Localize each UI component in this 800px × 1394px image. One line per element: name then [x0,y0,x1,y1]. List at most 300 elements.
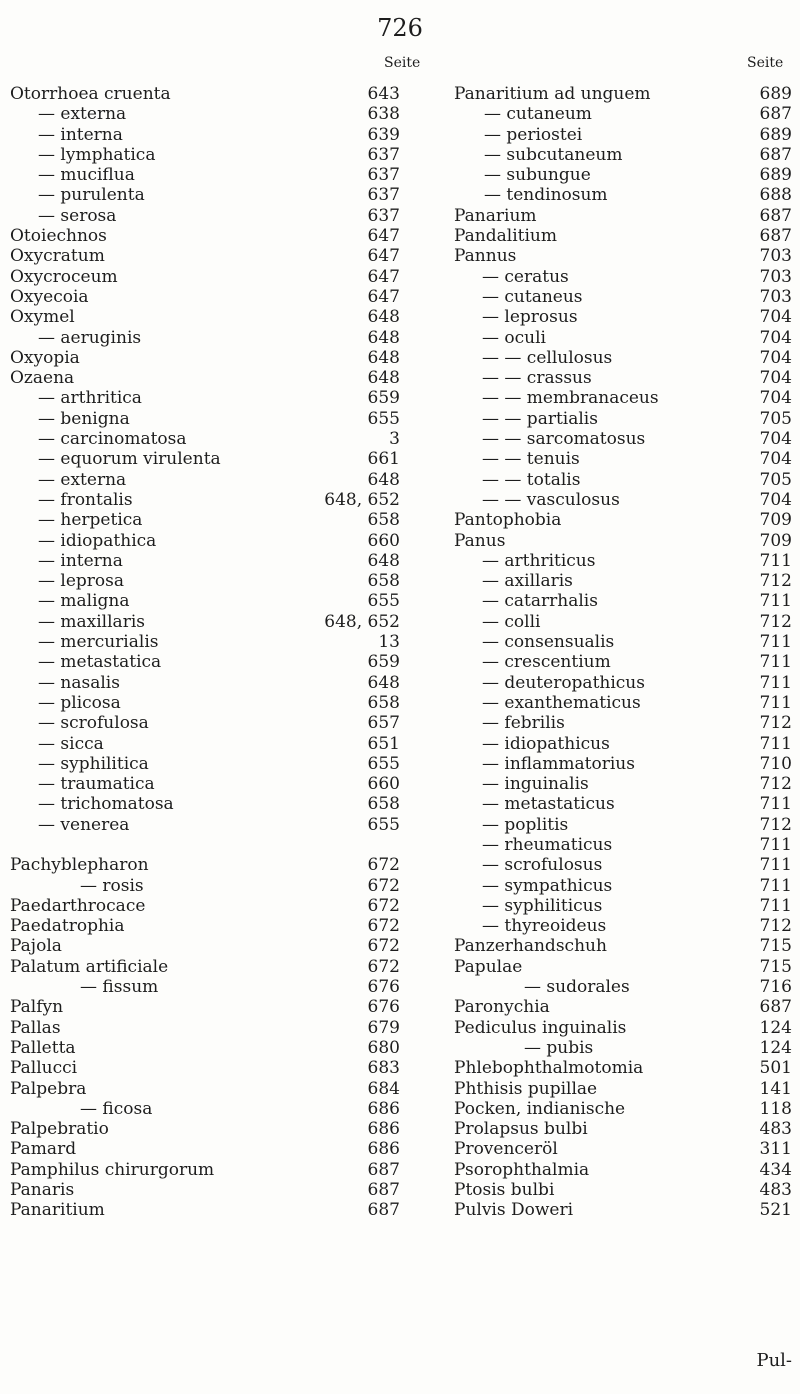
index-page-ref: 715 [759,936,792,957]
index-entry [10,246,400,266]
index-page-ref: 711 [759,692,792,713]
index-entry [10,368,400,388]
index-entry [454,591,792,611]
index-term: — trichomatosa [38,794,174,815]
index-entry [10,165,400,185]
index-term: — subungue [484,165,591,186]
index-entry [10,876,400,896]
index-page-ref: 434 [759,1159,792,1180]
index-entry [454,734,792,754]
index-page-ref: 680 [367,1037,400,1058]
index-entry [454,876,792,896]
index-term: Pamphilus chirurgorum [10,1159,215,1180]
index-entry [454,815,792,835]
index-term: — frontalis [38,489,133,510]
index-term: — catarrhalis [482,591,598,612]
index-term: — syphiliticus [482,895,603,916]
index-entry [10,388,400,408]
index-term: — oculi [482,327,546,348]
index-page-ref: 683 [367,1058,400,1079]
index-term: — syphilitica [38,753,149,774]
index-term: Papulae [454,956,523,977]
index-page-ref: 648 [367,469,400,490]
index-term: Panaris [10,1180,75,1201]
index-entry [10,612,400,632]
index-page-ref: 141 [759,1078,792,1099]
index-page-ref: 648, 652 [324,611,400,632]
index-term: — tendinosum [484,185,608,206]
index-page-ref: 711 [759,652,792,673]
index-page-ref: 687 [367,1159,400,1180]
index-page-ref: 658 [367,794,400,815]
index-entry [454,916,792,936]
index-term: Pandalitium [454,226,557,247]
index-term: — thyreoideus [482,916,607,937]
index-term: Paronychia [454,997,550,1018]
index-entry [10,328,400,348]
index-term: Pantophobia [454,510,562,531]
index-term: Ptosis bulbi [454,1180,555,1201]
index-page-ref: 679 [367,1017,400,1038]
index-entry [454,693,792,713]
index-term: — equorum virulenta [38,449,221,470]
index-term: Pallas [10,1017,61,1038]
index-page-ref: 686 [367,1098,400,1119]
index-term: — serosa [38,205,117,226]
index-page-ref: 712 [759,916,792,937]
index-term: Otorrhoea cruenta [10,84,171,104]
index-entry [454,713,792,733]
index-entry [454,531,792,551]
index-term: Pallucci [10,1058,78,1079]
index-entry [10,490,400,510]
index-page-ref: 639 [367,124,400,145]
index-entry [10,470,400,490]
index-page-ref: 638 [367,104,400,125]
index-entry [10,206,400,226]
left-index-column [10,55,421,1221]
index-entry [454,1079,792,1099]
index-page-ref: 648 [367,307,400,328]
index-term: — exanthematicus [482,692,641,713]
index-page-ref: 676 [367,997,400,1018]
index-entry [454,1038,792,1058]
index-entry [454,997,792,1017]
index-entry [10,571,400,591]
index-term: — scrofulosus [482,855,603,876]
index-term: Palatum artificiale [10,956,169,977]
index-entry [10,957,400,977]
index-entry [454,348,792,368]
index-entry [454,267,792,287]
index-entry [10,713,400,733]
index-term: — herpetica [38,510,143,531]
index-term: Panarium [454,205,537,226]
index-entry [454,673,792,693]
index-page-ref: 712 [759,774,792,795]
index-page-ref: 716 [759,977,792,998]
index-page-ref: 703 [759,266,792,287]
index-entry [10,936,400,956]
index-entry [454,185,792,205]
index-term: — metastaticus [482,794,615,815]
index-entry [454,1180,792,1200]
index-entry [454,84,792,104]
index-term: — — cellulosus [482,347,613,368]
index-term: — scrofulosa [38,713,149,734]
index-entry [454,429,792,449]
index-page-ref: 703 [759,246,792,267]
index-page-ref: 711 [759,895,792,916]
left-index-rows [10,84,400,1221]
index-term: Phthisis pupillae [454,1078,598,1099]
index-page-ref: 709 [759,530,792,551]
index-page-ref: 311 [759,1139,792,1160]
index-term: Pamard [10,1139,77,1160]
index-page-ref: 711 [759,794,792,815]
index-entry [454,1058,792,1078]
index-entry [454,632,792,652]
index-page-ref: 655 [367,753,400,774]
index-term: — crescentium [482,652,611,673]
index-term: — cutaneum [484,104,592,125]
index-term: Paedatrophia [10,916,125,937]
index-entry [454,125,792,145]
index-term: — inguinalis [482,774,589,795]
catchword: Pul- [756,1350,792,1371]
index-page-ref: 712 [759,814,792,835]
index-term: — consensualis [482,632,615,653]
index-term: — maxillaris [38,611,145,632]
index-term: — fissum [80,977,159,998]
index-page-ref: 689 [759,165,792,186]
index-term: — aeruginis [38,327,142,348]
index-term: — colli [482,611,541,632]
index-entry [454,612,792,632]
index-term: — leprosa [38,571,125,592]
index-page-ref: 660 [367,530,400,551]
index-page-ref: 687 [759,205,792,226]
index-page-ref: 710 [759,753,792,774]
index-term: — interna [38,550,123,571]
index-page-ref: 687 [367,1180,400,1201]
index-term: Oxyecoia [10,286,89,307]
index-page-ref: 648 [367,672,400,693]
index-page-ref: 483 [759,1180,792,1201]
index-term: — axillaris [482,571,573,592]
index-term: — externa [38,104,127,125]
index-page-ref: 3 [389,429,400,450]
index-entry [454,754,792,774]
index-entry [10,1160,400,1180]
index-term: — sudorales [524,977,630,998]
index-page-ref: 658 [367,571,400,592]
index-term: — interna [38,124,123,145]
index-entry [10,1180,400,1200]
index-page-ref: 687 [759,144,792,165]
index-term: Paedarthrocace [10,895,146,916]
index-entry [10,226,400,246]
index-page-ref: 647 [367,246,400,267]
index-term: — — tenuis [482,449,580,470]
index-page-ref: 711 [759,550,792,571]
index-page-ref: 118 [759,1098,792,1119]
index-page-ref: 672 [367,936,400,957]
index-entry [454,226,792,246]
index-page-ref: 712 [759,571,792,592]
index-entry [454,246,792,266]
index-term: Panaritium ad unguem [454,84,651,104]
index-page-ref: 711 [759,855,792,876]
index-page-ref: 647 [367,286,400,307]
index-page-ref: 672 [367,916,400,937]
index-term: Oxyopia [10,347,80,368]
index-page-ref: 715 [759,956,792,977]
index-page-ref: 655 [367,408,400,429]
index-page-ref: 712 [759,611,792,632]
index-term: Prolapsus bulbi [454,1119,588,1140]
index-entry [10,1119,400,1139]
index-page-ref: 676 [367,977,400,998]
index-term: — ficosa [80,1098,153,1119]
index-entry [10,855,400,875]
index-page-ref: 658 [367,510,400,531]
index-page-ref: 689 [759,124,792,145]
index-page-ref: 709 [759,510,792,531]
index-page-ref: 648 [367,368,400,389]
index-page-ref: 655 [367,814,400,835]
index-term: Panzerhandschuh [454,936,607,957]
left-column-header: Seite [384,55,421,71]
index-entry [454,165,792,185]
index-term: — sympathicus [482,875,613,896]
index-page-ref: 124 [759,1037,792,1058]
index-page-ref: 661 [367,449,400,470]
index-entry [10,652,400,672]
index-page-ref: 648 [367,347,400,368]
index-entry [10,835,400,855]
index-page-ref: 705 [759,469,792,490]
index-entry [10,673,400,693]
index-entry [10,1038,400,1058]
index-entry [454,1200,792,1220]
index-entry [454,1160,792,1180]
index-page-ref: 501 [759,1058,792,1079]
index-entry [454,794,792,814]
index-entry [10,774,400,794]
index-page-ref: 689 [759,84,792,104]
index-term: — traumatica [38,774,155,795]
index-page-ref: 687 [367,1200,400,1221]
index-entry [454,936,792,956]
index-page-ref: 648 [367,550,400,571]
index-term: — lymphatica [38,144,156,165]
index-entry [10,815,400,835]
index-term: Palfyn [10,997,64,1018]
index-term: — externa [38,469,127,490]
index-term: — — partialis [482,408,598,429]
index-entry [454,104,792,124]
index-entry [454,470,792,490]
index-term: Phlebophthalmotomia [454,1058,644,1079]
index-entry [10,1058,400,1078]
index-term: Pediculus inguinalis [454,1017,627,1038]
index-entry [10,307,400,327]
index-entry [454,774,792,794]
index-page-ref: 705 [759,408,792,429]
index-term: — — crassus [482,368,592,389]
index-entry [10,1200,400,1220]
index-page-ref: 672 [367,875,400,896]
index-page-ref: 655 [367,591,400,612]
index-page-ref: 647 [367,266,400,287]
index-term: — arthriticus [482,550,596,571]
index-entry [10,551,400,571]
index-page-ref: 651 [367,733,400,754]
index-term: — venerea [38,814,130,835]
index-term: Psorophthalmia [454,1159,590,1180]
index-entry [454,145,792,165]
index-term: — muciflua [38,165,135,186]
index-term: — purulenta [38,185,145,206]
index-term: Pannus [454,246,517,267]
index-entry [454,206,792,226]
index-term: Ozaena [10,368,75,389]
index-entry [10,267,400,287]
index-term: — idiopathica [38,530,157,551]
index-term: Palletta [10,1037,76,1058]
index-page-ref: 657 [367,713,400,734]
index-term: — deuteropathicus [482,672,645,693]
index-term: — mercurialis [38,632,159,653]
index-page-ref: 637 [367,144,400,165]
index-page-ref: 704 [759,307,792,328]
index-entry [10,794,400,814]
index-entry [10,409,400,429]
index-entry [10,632,400,652]
index-page-ref: 672 [367,855,400,876]
index-term: — maligna [38,591,130,612]
index-term: — — membranaceus [482,388,659,409]
index-term: Palpebratio [10,1119,109,1140]
index-page-ref: 703 [759,286,792,307]
index-page-ref: 704 [759,388,792,409]
index-page-ref: 660 [367,774,400,795]
index-entry [10,693,400,713]
index-term: — ceratus [482,266,569,287]
index-term: — leprosus [482,307,578,328]
index-entry [454,977,792,997]
index-term: — periostei [484,124,583,145]
index-page-ref: 658 [367,692,400,713]
index-page-ref: 704 [759,449,792,470]
index-entry [454,1119,792,1139]
index-page-ref: 672 [367,895,400,916]
index-page-ref: 659 [367,652,400,673]
index-entry [10,1018,400,1038]
index-entry [10,997,400,1017]
index-term: Palpebra [10,1078,87,1099]
index-entry [454,1099,792,1119]
index-entry [454,835,792,855]
index-page-ref: 648 [367,327,400,348]
index-term: Oxycratum [10,246,105,267]
index-page-ref: 711 [759,632,792,653]
index-entry [454,449,792,469]
index-entry [10,104,400,124]
index-entry [10,348,400,368]
index-page-ref: 704 [759,429,792,450]
index-entry [10,84,400,104]
index-entry [10,531,400,551]
index-page-ref: 704 [759,327,792,348]
index-page-ref: 647 [367,226,400,247]
index-entry [10,896,400,916]
index-page-ref: 13 [378,632,400,653]
index-term: — rheumaticus [482,834,613,855]
index-entry [10,429,400,449]
index-page-ref: 672 [367,956,400,977]
index-page-ref: 648, 652 [324,489,400,510]
index-entry [10,510,400,530]
index-term: — subcutaneum [484,144,623,165]
index-entry [454,368,792,388]
index-term: — — totalis [482,469,581,490]
index-entry [10,449,400,469]
right-column-header: Seite [747,55,784,71]
index-entry [454,896,792,916]
index-term: — — sarcomatosus [482,429,646,450]
index-page-ref: 686 [367,1139,400,1160]
index-entry [454,652,792,672]
index-page-ref: 704 [759,489,792,510]
index-page-ref: 483 [759,1119,792,1140]
index-entry [454,409,792,429]
index-entry [454,551,792,571]
index-term: Panus [454,530,506,551]
index-page-ref: 687 [759,104,792,125]
index-term: Pocken, indianische [454,1098,626,1119]
index-page-ref: 704 [759,347,792,368]
index-entry [10,591,400,611]
index-page-ref: 637 [367,185,400,206]
index-entry [10,1139,400,1159]
index-term: — poplitis [482,814,569,835]
index-page-ref: 124 [759,1017,792,1038]
index-entry [10,734,400,754]
index-page-ref: 688 [759,185,792,206]
index-page-ref: 637 [367,205,400,226]
index-term: Pulvis Doweri [454,1200,574,1221]
index-term: — nasalis [38,672,120,693]
index-page-ref: 637 [367,165,400,186]
index-term: Pajola [10,936,62,957]
index-term: — idiopathicus [482,733,610,754]
index-term: Pachyblepharon [10,855,149,876]
index-page-ref: 711 [759,733,792,754]
index-term: — cutaneus [482,286,583,307]
right-index-rows [454,84,792,1221]
index-term: — pubis [524,1037,594,1058]
index-entry [454,510,792,530]
index-page-ref: 711 [759,591,792,612]
index-entry [454,287,792,307]
index-term: Provenceröl [454,1139,558,1160]
index-term: Panaritium [10,1200,105,1221]
index-term: — metastatica [38,652,162,673]
index-entry [454,855,792,875]
index-entry [10,977,400,997]
